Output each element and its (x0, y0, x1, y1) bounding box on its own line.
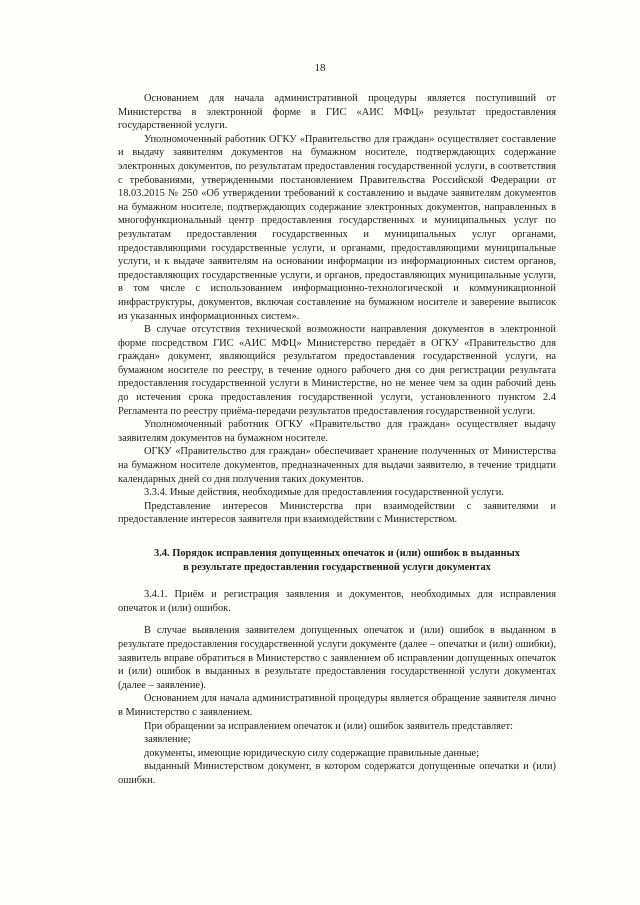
paragraph: При обращении за исправлением опечаток и (или) ошибок заявитель представляет: (144, 720, 513, 732)
paragraph: Основанием для начала административной процедуры является поступивший от Министерства в электронной форме в ГИС «АИС МФЦ» результат предоставления государственной услуги. (118, 93, 556, 132)
paragraph: 3.4.1. Приём и регистрация заявления и документов, необходимых для исправления опечаток и (или) ошибок. (118, 589, 556, 614)
paragraph: Уполномоченный работник ОГКУ «Правительство для граждан» осуществляет составление и выдачу заявителям документов на бумажном носителе, подтверждающих содержание электронных документов, по результатам предоставления государственной услуги, в соответствия с требованиями, утвержденными постановлением Правительства Российской Федерации от 18.03.2015 № 250 «Об утверждении требований к составлению и выдаче заявителям документов на бумажном носителе, подтверждающих содержание электронных документов, направленных в многофункциональный центр предоставления государственных и муниципальных услуг по результатам предоставления государственных и муниципальных услуг органами, предоставляющими государственные услуги, и органами, предоставляющими муниципальные услуги, и к выдаче заявителям на основании информации из информационных систем органов, предоставляющих государственные услуги, и органов, предоставляющих муниципальные услуги, в том числе с использованием информационно-технологической и коммуникационной инфраструктуры, документов, включая составление на бумажном носителе и заверение выписок из указанных информационных систем». (118, 133, 556, 322)
paragraph: Основанием для начала административной процедуры является обращение заявителя лично в Министерство с заявлением. (118, 693, 556, 718)
paragraph: ОГКУ «Правительство для граждан» обеспечивает хранение полученных от Министерства на бумажном носителе документов, предназначенных для выдачи заявителю, в течение тридцати календарных дней со дня получения таких документов. (118, 446, 556, 485)
paragraph: заявление; (144, 734, 191, 746)
document-body (118, 92, 556, 788)
section-heading-line: в результате предоставления государственной услуги документах (183, 561, 491, 573)
paragraph: документы, имеющие юридическую силу содержащие правильные данные; (144, 747, 480, 759)
page-number: 18 (314, 62, 326, 74)
paragraph: выданный Министерством документ, в котором содержатся допущенные опечатки и (или) ошибки. (118, 761, 556, 786)
paragraph: В случае выявления заявителем допущенных опечаток и (или) ошибок в выданном в результате предоставления государственной услуги документе (далее – опечатки и (или) ошибки), заявитель вправе обратиться в Министерство с заявлением об исправлении допущенных опечаток и (или) ошибок в выданных в результате предоставления государственной услуги документах (далее – заявление). (118, 625, 556, 691)
paragraph: Уполномоченный работник ОГКУ «Правительство для граждан» осуществляет выдачу заявителям документов на бумажном носителе. (118, 419, 556, 444)
paragraph: В случае отсутствия технической возможности направления документов в электронной форме посредством ГИС «АИС МФЦ» Министерство передаёт в ОГКУ «Правительство для граждан» документ, являющийся результатом предоставления государственной услуги, на бумажном носителе по реестру, в течение одного рабочего дня со дня регистрации результата предоставления государственной услуги в Министерстве, но не менее чем за один рабочий день до истечения срока предоставления государственной услуги, установленного пунктом 2.4 Регламента по реестру приёма-передачи результатов предоставления государственной услуги. (118, 324, 556, 417)
section-heading (118, 547, 556, 574)
paragraph: Представление интересов Министерства при взаимодействии с заявителями и предоставление интересов заявителя при взаимодействии с Министерством. (118, 500, 556, 526)
paragraph: 3.3.4. Иные действия, необходимые для предоставления государственной услуги. (144, 487, 504, 499)
section-heading-line: 3.4. Порядок исправления допущенных опечаток и (или) ошибок в выданных (154, 548, 520, 559)
